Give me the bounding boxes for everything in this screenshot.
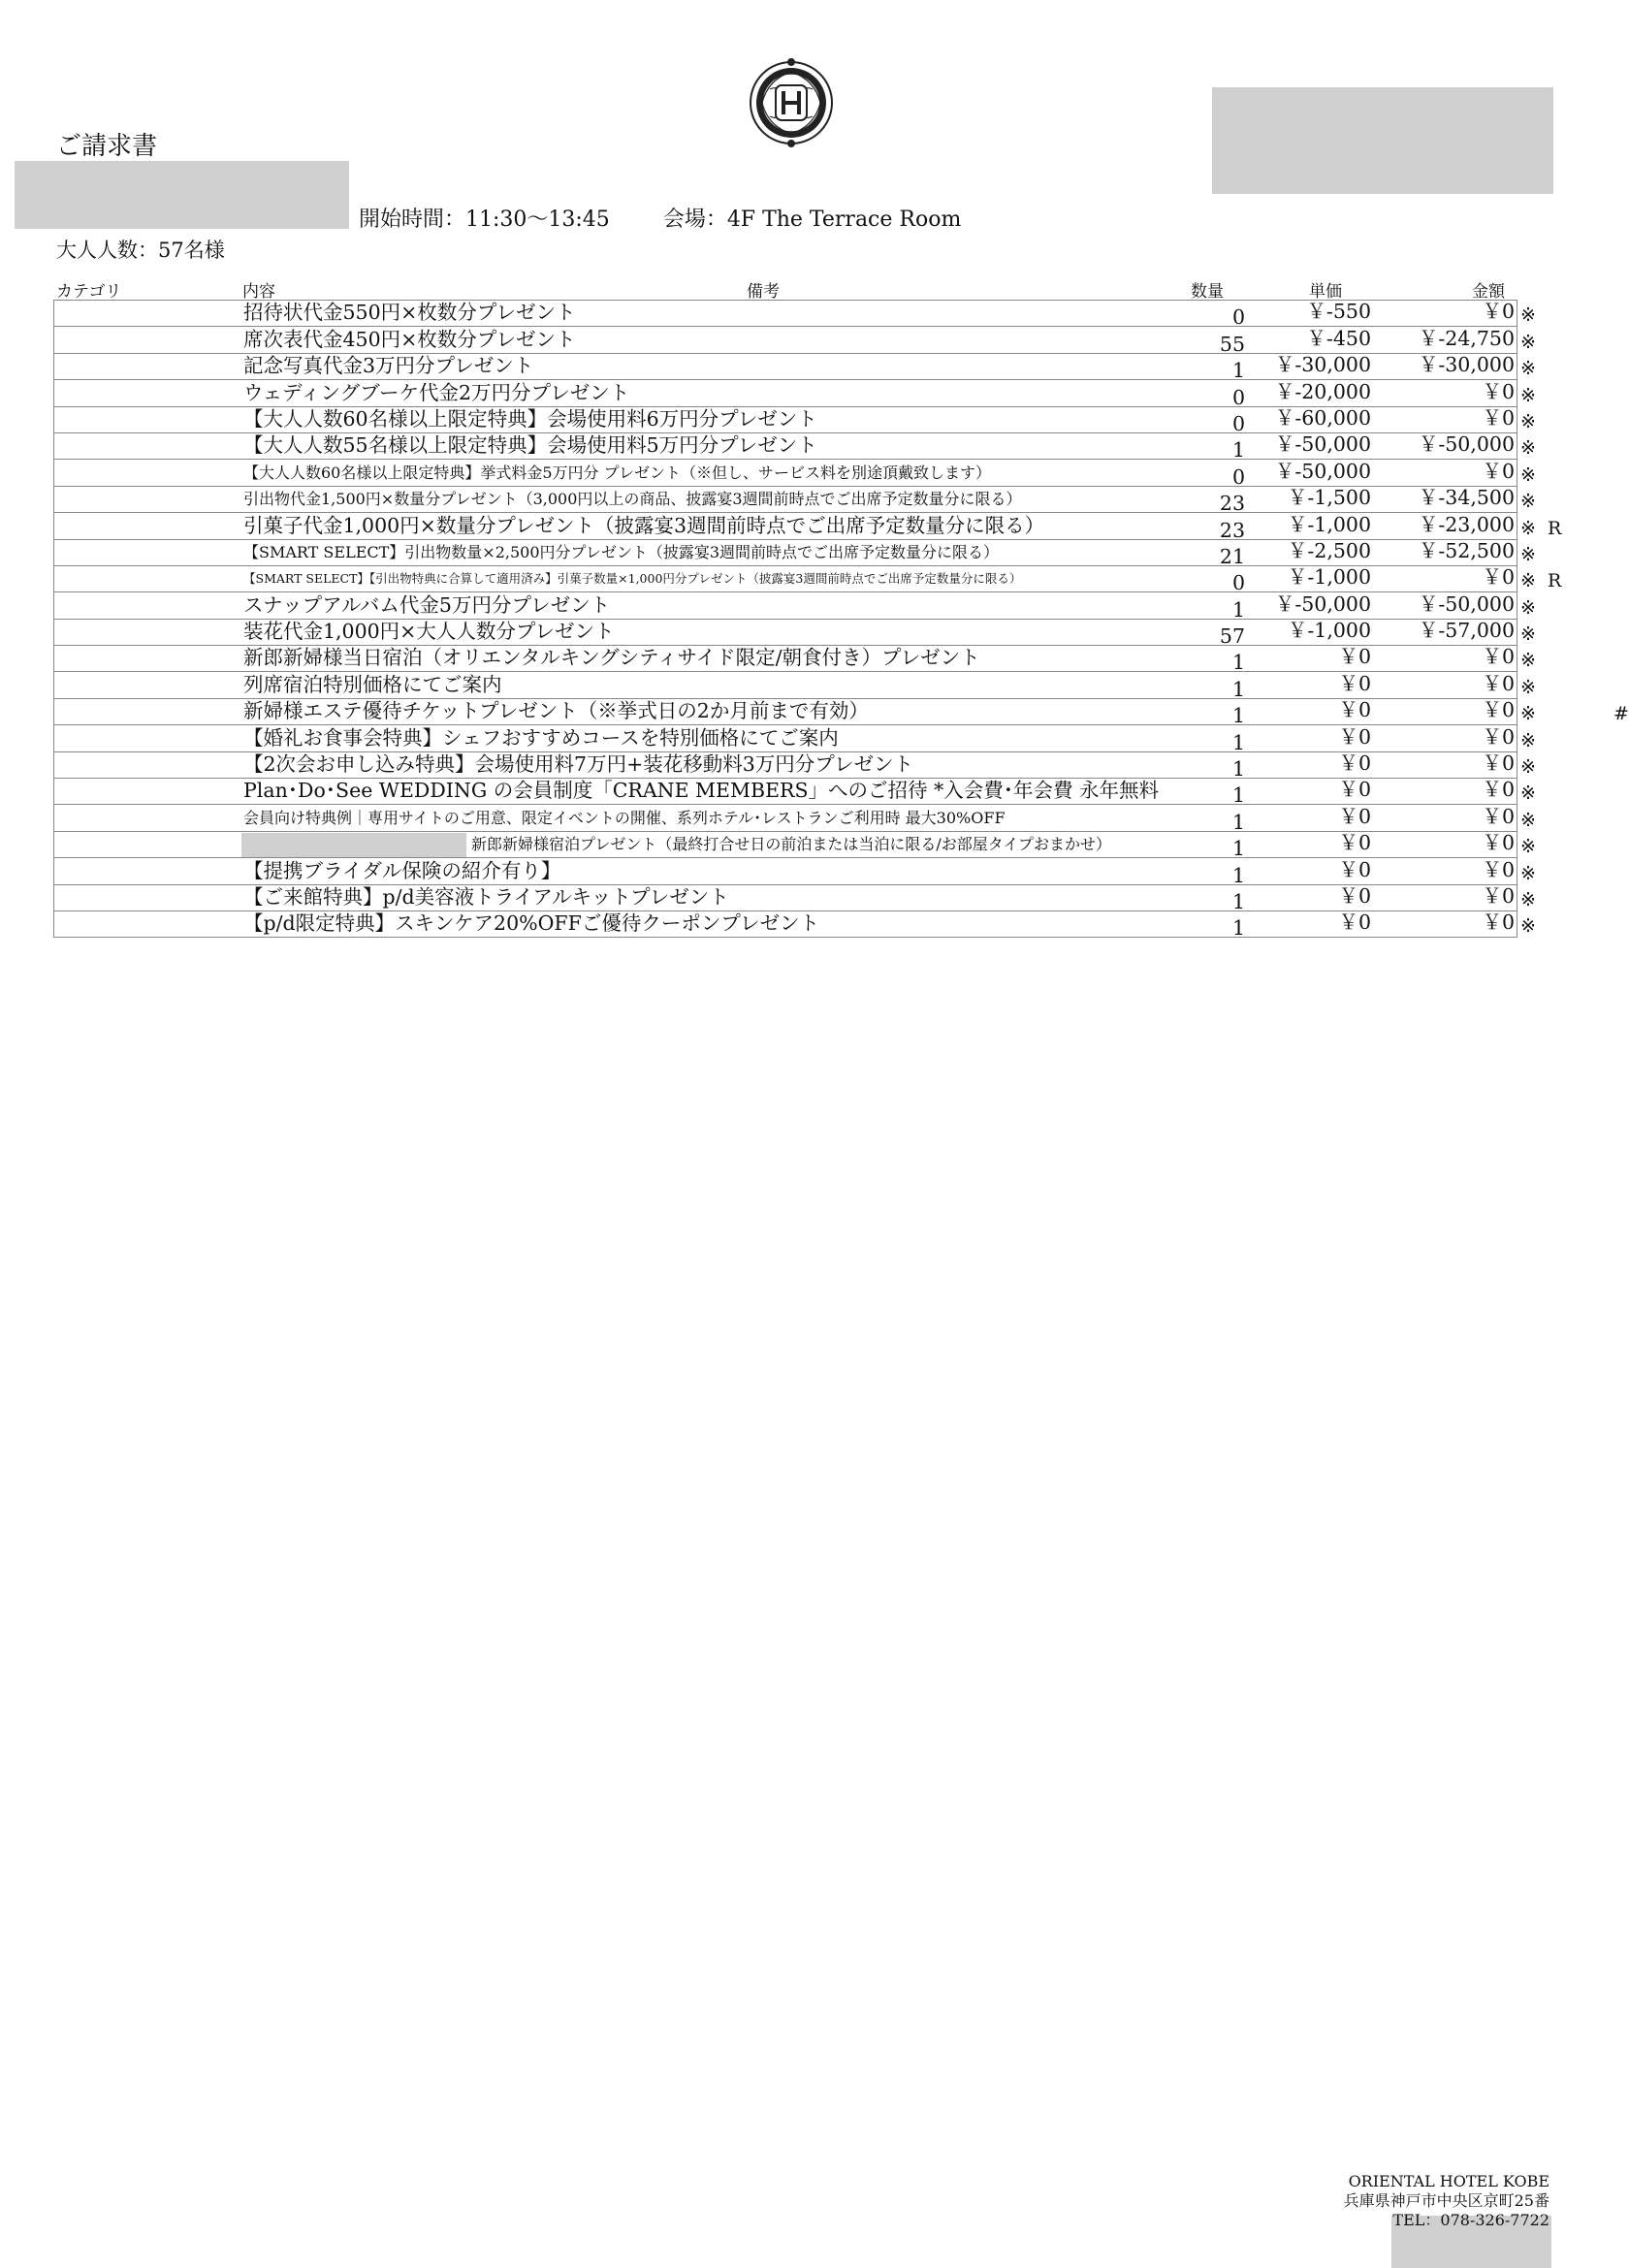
row-amount: ￥0 — [1482, 459, 1515, 483]
row-unit-price: ￥-60,000 — [1274, 405, 1371, 430]
row-amount: ￥-52,500 — [1418, 538, 1515, 562]
row-description: 会員向け特典例｜専用サイトのご用意、限定イベントの開催、系列ホテル･レストランご利用時 最大30%OFF — [243, 808, 1006, 827]
row-description: 引出物代金1,500円×数量分プレゼント（3,000円以上の商品、披露宴3週間前時点でご出席予定数量分に限る） — [243, 490, 1022, 509]
row-unit-price: ￥0 — [1338, 857, 1371, 881]
venue: 会場：4F The Terrace Room — [662, 208, 962, 232]
row-description: 【提携ブライダル保険の紹介有り】 — [243, 858, 561, 882]
row-mark: ※ — [1520, 862, 1536, 884]
row-amount: ￥0 — [1482, 910, 1515, 935]
column-header-unit-price: 単価 — [1309, 282, 1342, 302]
row-mark: ※ — [1520, 517, 1536, 539]
row-hash-mark: # — [1613, 703, 1629, 725]
row-description: 新郎新婦様宿泊プレゼント（最終打合せ日の前泊または当泊に限る/お部屋タイプおまかせ） — [471, 835, 1111, 854]
redacted-stamp-area — [1212, 87, 1553, 194]
row-amount: ￥-34,500 — [1418, 486, 1515, 510]
row-description: 【SMART SELECT】引出物数量×2,500円分プレゼント（披露宴3週間前時点でご出席予定数量分に限る） — [243, 542, 1000, 561]
adult-count: 大人人数：57名様 — [56, 239, 225, 262]
row-mark: ※ — [1520, 623, 1536, 646]
column-header-amount: 金額 — [1472, 282, 1505, 302]
row-amount: ￥0 — [1482, 698, 1515, 722]
row-mark: ※ — [1520, 888, 1536, 910]
row-unit-price: ￥-1,000 — [1287, 512, 1371, 536]
row-mark: ※ — [1520, 650, 1536, 672]
row-quantity: 1 — [1231, 889, 1245, 913]
row-quantity: 0 — [1231, 571, 1245, 595]
row-description: 【2次会お申し込み特典】会場使用料7万円+装花移動料3万円分プレゼント — [243, 752, 913, 777]
column-header-category: カテゴリ — [56, 282, 122, 302]
row-description: 【ご来館特典】p/d美容液トライアルキットプレゼント — [243, 884, 729, 909]
row-quantity: 55 — [1219, 332, 1245, 356]
row-unit-price: ￥-2,500 — [1287, 538, 1371, 562]
row-amount: ￥0 — [1482, 778, 1515, 802]
row-description: 【大人人数60名様以上限定特典】挙式料金5万円分 プレゼント（※但し、サービス料を別途頂戴致します） — [243, 463, 991, 482]
row-quantity: 1 — [1231, 783, 1245, 808]
row-amount: ￥0 — [1482, 857, 1515, 881]
column-header-content: 内容 — [242, 282, 275, 302]
row-mark: ※ — [1520, 358, 1536, 380]
row-amount: ￥0 — [1482, 751, 1515, 776]
row-description: 【p/d限定特典】スキンケア20%OFFご優待クーポンプレゼント — [243, 911, 820, 936]
row-amount: ￥-24,750 — [1418, 326, 1515, 350]
row-quantity: 1 — [1231, 863, 1245, 887]
row-mark: ※ — [1520, 543, 1536, 565]
hotel-tel: TEL：078-326-7722 — [1392, 2211, 1549, 2229]
table-row — [53, 804, 1536, 834]
row-quantity: 1 — [1231, 359, 1245, 383]
redacted-recipient — [15, 161, 349, 229]
row-unit-price: ￥-30,000 — [1274, 353, 1371, 377]
row-amount: ￥0 — [1482, 671, 1515, 695]
row-mark: ※ — [1520, 384, 1536, 406]
hotel-info — [1344, 2172, 1549, 2230]
row-description: 引菓子代金1,000円×数量分プレゼント（披露宴3週間前時点でご出席予定数量分に限る） — [243, 513, 1045, 537]
row-unit-price: ￥0 — [1338, 910, 1371, 935]
row-mark: ※ — [1520, 676, 1536, 698]
event-info — [359, 203, 961, 233]
row-amount: ￥0 — [1482, 300, 1515, 324]
row-amount: ￥0 — [1482, 645, 1515, 669]
row-quantity: 1 — [1231, 730, 1245, 754]
row-quantity: 1 — [1231, 837, 1245, 861]
row-amount: ￥-57,000 — [1418, 619, 1515, 643]
row-unit-price: ￥0 — [1338, 724, 1371, 749]
row-mark: ※ — [1520, 491, 1536, 513]
row-extra-flag: R — [1548, 517, 1562, 539]
row-unit-price: ￥0 — [1338, 778, 1371, 802]
row-description: ウェディングブーケ代金2万円分プレゼント — [243, 380, 630, 404]
row-mark: ※ — [1520, 783, 1536, 805]
row-quantity: 1 — [1231, 677, 1245, 701]
row-quantity: 57 — [1219, 624, 1245, 649]
row-quantity: 0 — [1231, 411, 1245, 435]
row-unit-price: ￥-1,000 — [1287, 619, 1371, 643]
row-quantity: 1 — [1231, 810, 1245, 834]
row-quantity: 0 — [1231, 305, 1245, 330]
row-amount: ￥0 — [1482, 831, 1515, 855]
row-amount: ￥-23,000 — [1418, 512, 1515, 536]
row-quantity: 1 — [1231, 438, 1245, 463]
row-quantity: 23 — [1219, 492, 1245, 516]
row-quantity: 1 — [1231, 651, 1245, 675]
table-row — [53, 910, 1536, 941]
row-description: 新郎新婦様当日宿泊（オリエンタルキングシティサイド限定/朝食付き）プレゼント — [243, 646, 980, 670]
row-mark: ※ — [1520, 915, 1536, 938]
row-quantity: 0 — [1231, 385, 1245, 409]
row-mark: ※ — [1520, 410, 1536, 432]
hotel-address: 兵庫県神戸市中央区京町25番 — [1343, 2191, 1549, 2210]
row-amount: ￥-50,000 — [1418, 432, 1515, 457]
row-amount: ￥0 — [1482, 724, 1515, 749]
row-unit-price: ￥0 — [1338, 831, 1371, 855]
invoice-table — [53, 300, 1629, 941]
document-title: ご請求書 — [56, 132, 158, 161]
row-unit-price: ￥-50,000 — [1274, 432, 1371, 457]
table-row — [53, 778, 1536, 808]
row-mark: ※ — [1520, 836, 1536, 858]
row-amount: ￥-30,000 — [1418, 353, 1515, 377]
row-unit-price: ￥0 — [1338, 698, 1371, 722]
row-quantity: 1 — [1231, 597, 1245, 622]
row-unit-price: ￥-20,000 — [1274, 379, 1371, 403]
row-description: 新婦様エステ優待チケットプレゼント（※挙式日の2か月前まで有効） — [243, 699, 869, 723]
row-mark: ※ — [1520, 729, 1536, 751]
hotel-emblem-icon — [749, 50, 834, 155]
row-description: 列席宿泊特別価格にてご案内 — [243, 672, 502, 696]
row-mark: ※ — [1520, 463, 1536, 486]
row-unit-price: ￥-50,000 — [1274, 459, 1371, 483]
row-unit-price: ￥0 — [1338, 883, 1371, 908]
row-mark: ※ — [1520, 703, 1536, 725]
row-mark: ※ — [1520, 596, 1536, 619]
row-amount: ￥0 — [1482, 804, 1515, 828]
row-unit-price: ￥-50,000 — [1274, 591, 1371, 616]
row-amount: ￥0 — [1482, 405, 1515, 430]
row-unit-price: ￥-1,000 — [1287, 565, 1371, 590]
row-unit-price: ￥-450 — [1306, 326, 1371, 350]
row-description: Plan･Do･See WEDDING の会員制度「CRANE MEMBERS」へのご招待 *入会費･年会費 永年無料 — [243, 779, 1160, 803]
row-unit-price: ￥-1,500 — [1287, 486, 1371, 510]
column-header-remarks: 備考 — [747, 282, 780, 302]
row-description: スナップアルバム代金5万円分プレゼント — [243, 592, 611, 617]
row-amount: ￥-50,000 — [1418, 591, 1515, 616]
row-quantity: 1 — [1231, 916, 1245, 941]
row-description: 【大人人数55名様以上限定特典】会場使用料5万円分プレゼント — [243, 433, 817, 458]
row-description: 席次表代金450円×枚数分プレゼント — [243, 327, 576, 351]
row-mark: ※ — [1520, 570, 1536, 592]
row-unit-price: ￥-550 — [1306, 300, 1371, 324]
row-description: 招待状代金550円×枚数分プレゼント — [243, 301, 576, 325]
row-quantity: 23 — [1219, 518, 1245, 542]
row-extra-flag: R — [1548, 570, 1562, 592]
row-quantity: 1 — [1231, 757, 1245, 782]
column-header-quantity: 数量 — [1191, 282, 1224, 302]
row-quantity: 21 — [1219, 544, 1245, 568]
row-mark: ※ — [1520, 437, 1536, 460]
row-quantity: 0 — [1231, 464, 1245, 489]
row-mark: ※ — [1520, 304, 1536, 327]
row-mark: ※ — [1520, 809, 1536, 831]
row-mark: ※ — [1520, 331, 1536, 353]
row-amount: ￥0 — [1482, 565, 1515, 590]
row-unit-price: ￥0 — [1338, 804, 1371, 828]
start-time: 開始時間：11:30～13:45 — [359, 208, 610, 232]
row-description: 【大人人数60名様以上限定特典】会場使用料6万円分プレゼント — [243, 406, 817, 431]
row-mark: ※ — [1520, 756, 1536, 779]
row-description: 装花代金1,000円×大人人数分プレゼント — [243, 620, 615, 644]
row-unit-price: ￥0 — [1338, 751, 1371, 776]
row-description: 記念写真代金3万円分プレゼント — [243, 354, 534, 378]
row-amount: ￥0 — [1482, 883, 1515, 908]
hotel-name: ORIENTAL HOTEL KOBE — [1348, 2172, 1549, 2190]
row-unit-price: ￥0 — [1338, 645, 1371, 669]
row-description: 【婚礼お食事会特典】シェフおすすめコースを特別価格にてご案内 — [243, 725, 839, 750]
row-description: 【SMART SELECT】【引出物特典に合算して適用済み】引菓子数量×1,000円分プレゼント（披露宴3週間前時点でご出席予定数量分に限る） — [243, 571, 1022, 587]
row-unit-price: ￥0 — [1338, 671, 1371, 695]
row-amount: ￥0 — [1482, 379, 1515, 403]
row-quantity: 1 — [1231, 704, 1245, 728]
